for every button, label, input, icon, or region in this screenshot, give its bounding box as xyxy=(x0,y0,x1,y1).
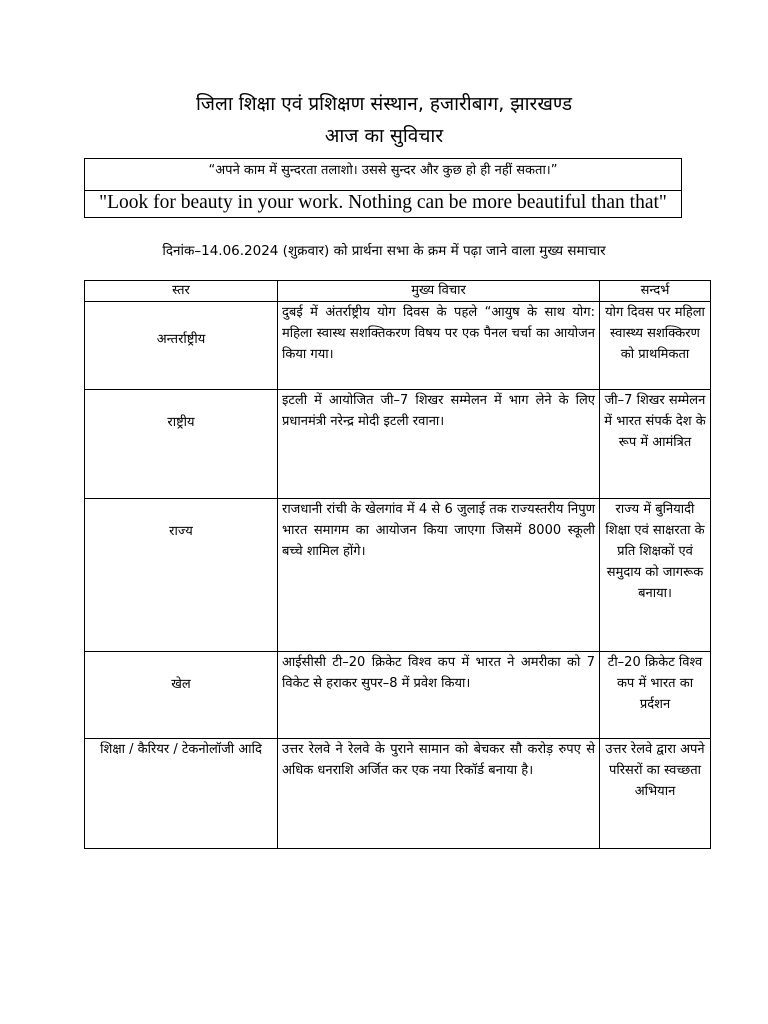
row-ref: राज्य में बुनियादी शिक्षा एवं साक्षरता के प्रति शिक्षकों एवं समुदाय को जागरूक बनाया। xyxy=(600,499,711,652)
row-main: उत्तर रेलवे ने रेलवे के पुराने सामान को बेचकर सौ करोड़ रुपए से अधिक धनराशि अर्जित कर एक नया रिकॉर्ड बनाया है। xyxy=(278,739,600,849)
header-ref: सन्दर्भ xyxy=(600,281,711,302)
table-row xyxy=(85,499,711,652)
table-row xyxy=(85,390,711,499)
table-header-row xyxy=(85,281,711,302)
row-level: शिक्षा / कैरियर / टेकनोलॉजी आदि xyxy=(85,739,278,849)
row-level: राष्ट्रीय xyxy=(85,390,278,499)
institute-title: जिला शिक्षा एवं प्रशिक्षण संस्थान, हजारीबाग, झारखण्ड xyxy=(195,93,573,115)
news-table xyxy=(84,280,711,849)
table-row xyxy=(85,302,711,390)
table-row xyxy=(85,739,711,849)
thought-hindi: “अपने काम में सुन्दरता तलाशो। उससे सुन्दर और कुछ हो ही नहीं सकता।” xyxy=(85,159,681,191)
thought-box xyxy=(84,158,682,218)
header-main: मुख्य विचार xyxy=(278,281,600,302)
table-row xyxy=(85,652,711,739)
row-ref: योग दिवस पर महिला स्वास्थ्य सशक्किरण को प्राथमिकता xyxy=(600,302,711,390)
row-level: राज्य xyxy=(85,499,278,652)
row-main: आईसीसी टी–20 क्रिकेट विश्व कप में भारत ने अमरीका को 7 विकेट से हराकर सुपर–8 में प्रवेश किया। xyxy=(278,652,600,739)
row-ref: उत्तर रेलवे द्वारा अपने परिसरों का स्वच्छता अभियान xyxy=(600,739,711,849)
date-line: दिनांक–14.06.2024 (शुक्रवार) को प्रार्थना सभा के क्रम में पढ़ा जाने वाला मुख्य समाचार xyxy=(162,243,606,259)
header-level: स्तर xyxy=(85,281,278,302)
thought-english: "Look for beauty in your work. Nothing can be more beautiful than that" xyxy=(99,192,667,213)
row-main: इटली में आयोजित जी–7 शिखर सम्मेलन में भाग लेने के लिए प्रधानमंत्री नरेन्द्र मोदी इटली रवाना। xyxy=(278,390,600,499)
row-main: राजधानी रांची के खेलगांव में 4 से 6 जुलाई तक राज्यस्तरीय निपुण भारत समागम का आयोजन किया जाएगा जिसमें 8000 स्कूली बच्चे शामिल होंगे। xyxy=(278,499,600,652)
row-level: खेल xyxy=(85,652,278,739)
thought-heading: आज का सुविचार xyxy=(324,125,444,147)
row-main: दुबई में अंतर्राष्ट्रीय योग दिवस के पहले “आयुष के साथ योग: महिला स्वास्थ सशक्तिकरण विषय पर एक पैनल चर्चा का आयोजन किया गया। xyxy=(278,302,600,390)
row-level: अन्तर्राष्ट्रीय xyxy=(85,302,278,390)
row-ref: जी–7 शिखर सम्मेलन में भारत संपर्क देश के रूप में आमंत्रित xyxy=(600,390,711,499)
row-ref: टी–20 क्रिकेट विश्व कप में भारत का प्रर्दशन xyxy=(600,652,711,739)
